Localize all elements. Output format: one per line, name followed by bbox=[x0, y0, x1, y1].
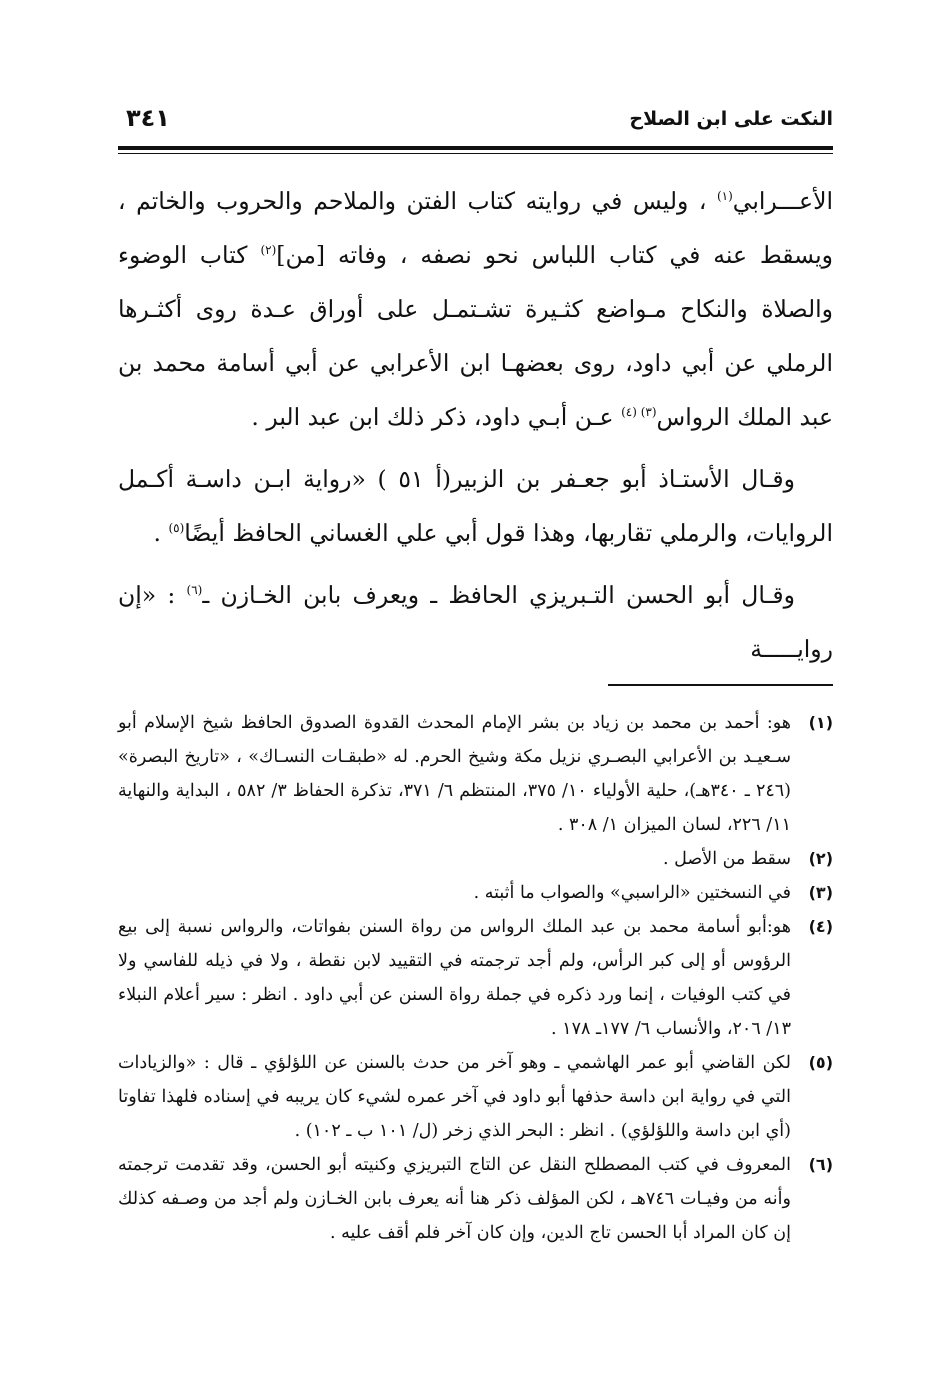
paragraph-1-part-2: ، وليس في روايته كتاب الفتن والملاحم والحروب والخاتم ، ويسقط عنه في كتاب اللباس نحو نصفه ، وفاته [من] bbox=[118, 187, 833, 269]
main-text bbox=[118, 174, 833, 676]
footnote-4 bbox=[118, 910, 833, 1046]
footnote-number: (٤) bbox=[808, 917, 833, 936]
footnote-2 bbox=[118, 842, 833, 876]
paragraph-2-part-1: وقـال الأستـاذ أبو جعـفر بن الزبير(أ ٥١ ) «رواية ابـن داسـة أكـمل الروايات، والرملي تقاربها، وهذا قول أبي علي الغساني الحافظ أيضًا bbox=[118, 465, 833, 547]
paragraph-3-part-2: : «إن روايـــــة bbox=[118, 581, 833, 663]
footnote-number: (٦) bbox=[808, 1155, 833, 1174]
footnote-text: في النسختين «الراسبي» والصواب ما أثبته . bbox=[473, 883, 791, 903]
footnote-marker-2: (٢) bbox=[260, 243, 277, 258]
footnote-marker-1: (١) bbox=[716, 189, 733, 204]
footnote-5 bbox=[118, 1046, 833, 1148]
paragraph-1-part-3: كتاب الوضوء والصلاة والنكاح مـواضع كثـيرة تشـتمـل على أوراق عـدة روى أكثـرها الرملي عن أبي داود، روى بعضهـا ابن الأعرابي عن أبي أسامة محمد بن عبد الملك الرواس bbox=[118, 241, 833, 431]
page-number: ٣٤١ bbox=[126, 104, 170, 132]
footnote-text: لكن القاضي أبو عمر الهاشمي ـ وهو آخر من حدث بالسنن عن اللؤلؤي ـ قال : «والزيادات التي في رواية ابن داسة حذفها أبو داود في آخر عمره لشيء كان يريبه في إسناده فلهذا تفاوتا (أي ابن داسة واللؤلؤي) . انظر : البحر الذي زخر (ل/ ١٠١ ب ـ ١٠٢) . bbox=[118, 1053, 791, 1141]
paragraph-2-part-2: . bbox=[153, 519, 169, 547]
footnote-marker-6: (٦) bbox=[186, 583, 203, 598]
running-title: النكت على ابن الصلاح bbox=[629, 108, 833, 130]
footnote-text: سقط من الأصل . bbox=[662, 849, 791, 869]
footnote-1 bbox=[118, 706, 833, 842]
footnote-text: المعروف في كتب المصطلح النقل عن التاج التبريزي وكنيته أبو الحسن، وقد تقدمت ترجمته وأنه من وفيـات ٧٤٦هـ ، لكن المؤلف ذكر هنا أنه يعرف بابن الخـازن ولم أجد من وصـفه كذلك إن كان المراد أبا الحسن تاج الدين، وإن كان آخر فلم أقف عليه . bbox=[118, 1155, 791, 1243]
running-header bbox=[118, 100, 833, 136]
footnote-number: (٥) bbox=[808, 1053, 833, 1072]
header-rule-thin bbox=[118, 153, 833, 154]
footnote-3 bbox=[118, 876, 833, 910]
footnotes bbox=[118, 706, 833, 1250]
paragraph-1 bbox=[118, 174, 833, 444]
paragraph-2 bbox=[118, 452, 833, 560]
footnote-marker-5: (٥) bbox=[168, 521, 185, 536]
footnote-marker-3-4: (٣) (٤) bbox=[621, 405, 657, 420]
book-page bbox=[118, 100, 833, 1280]
paragraph-1-part-1: الأعـــرابي bbox=[732, 187, 833, 215]
footnote-separator-wrap bbox=[118, 684, 833, 686]
footnote-text: هو:أبو أسامة محمد بن عبد الملك الرواس من رواة السنن بفواتات، والرواس نسبة إلى بيع الرؤوس أو إلى كبر الرأس، ولم أجد ترجمته في التقييد لابن نقطة ، ولا في ذيله للفاسي ولا في كتب الوفيات ، إنما ورد ذكره في جملة رواة السنن عن أبي داود . انظر : سير أعلام النبلاء ١٣/ ٢٠٦، والأنساب ٦/ ١٧٧ـ ١٧٨ . bbox=[118, 917, 791, 1039]
footnote-text: هو: أحمد بن محمد بن زياد بن بشر الإمام المحدث القدوة الصدوق الحافظ شيخ الإسلام أبو سـعيـد بن الأعرابي البصـري نزيل مكة وشيخ الحرم. له «طبقـات النسـاك» ، «تاريخ البصرة» (٢٤٦ ـ ٣٤٠هـ)، حلية الأولياء ١٠/ ٣٧٥، المنتظم ٦/ ٣٧١، تذكرة الحفاظ ٣/ ٥٨٢ ، البداية والنهاية ١١/ ٢٢٦، لسان الميزان ١/ ٣٠٨ . bbox=[118, 713, 791, 835]
footnote-number: (٣) bbox=[808, 883, 833, 902]
footnote-number: (١) bbox=[808, 713, 833, 732]
paragraph-1-part-4: عـن أبـي داود، ذكر ذلك ابن عبد البر . bbox=[251, 403, 622, 431]
footnote-6 bbox=[118, 1148, 833, 1250]
paragraph-3-part-1: وقـال أبو الحسن التـبريزي الحافظ ـ ويعرف بابن الخـازن ـ bbox=[202, 581, 796, 609]
footnote-separator bbox=[608, 684, 833, 686]
paragraph-3 bbox=[118, 568, 833, 676]
footnote-number: (٢) bbox=[808, 849, 833, 868]
header-rule-thick bbox=[118, 146, 833, 150]
